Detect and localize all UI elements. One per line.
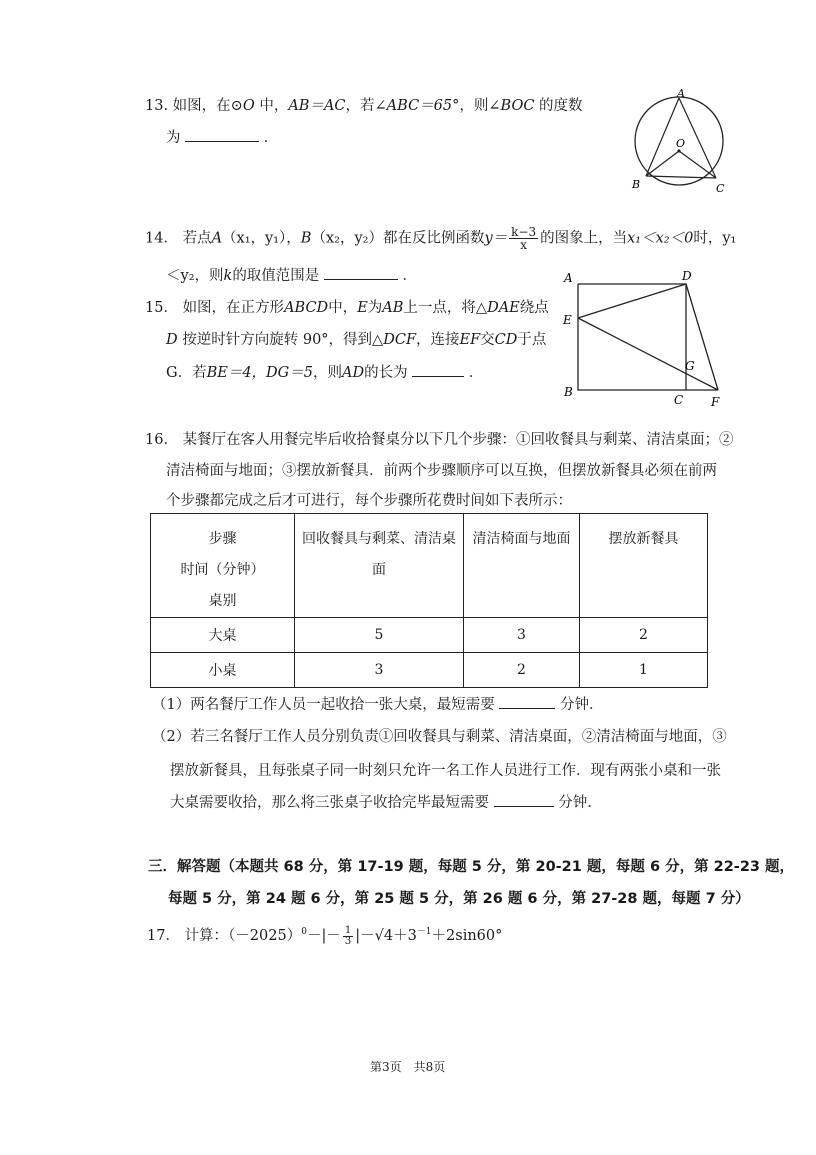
q15-text: 的长为 xyxy=(364,365,408,381)
q16-part1 xyxy=(152,693,603,714)
table-cell: 3 xyxy=(464,618,580,653)
q16-part2-line2: 摆放新餐具，且每张桌子同一时刻只允许一名工作人员进行工作．现有两张小桌和一张 xyxy=(170,763,721,779)
q15-text: 为 xyxy=(367,300,383,316)
q14-condition: x₁＜x₂＜0 xyxy=(627,230,694,247)
label-A: A xyxy=(677,88,685,100)
segment-ED xyxy=(578,284,686,318)
q15-text: 中， xyxy=(328,300,358,316)
header-text: 清洁椅面与地面 xyxy=(472,531,571,547)
var-k: k xyxy=(223,268,233,284)
table-cell: 3 xyxy=(295,653,464,688)
segment-DF xyxy=(686,284,718,390)
q16-number: 16． xyxy=(145,432,178,448)
q13-figure xyxy=(624,88,734,200)
var-AB: AB xyxy=(382,300,404,316)
var-DAE: DAE xyxy=(487,300,520,316)
q13-text: ，若 xyxy=(345,98,375,114)
q13-condition: AB＝AC xyxy=(288,98,346,114)
table-cell: 5 xyxy=(295,618,464,653)
q15-figure xyxy=(560,266,730,412)
q16-part2-line1: （2）若三名餐厅工作人员分别负责①回收餐具与剩菜、清洁桌面，②清洁椅面与地面，③ xyxy=(152,729,727,745)
q16-text: 大桌需要收拾，那么将三张桌子收拾完毕最短需要 xyxy=(170,795,489,811)
q15-number: 15． xyxy=(145,300,178,316)
q13-text: ，则 xyxy=(459,98,489,114)
label-C: C xyxy=(716,182,725,195)
label-O: O xyxy=(676,137,686,150)
q16-text: （1）两名餐厅工作人员一起收拾一张大桌，最短需要 xyxy=(152,697,495,713)
q17-exponent: －1 xyxy=(416,927,432,938)
answer-blank xyxy=(185,127,259,142)
label-B: B xyxy=(632,178,641,191)
table-corner-cell xyxy=(151,514,295,618)
label-E: E xyxy=(563,313,572,327)
q15-given: BE＝4，DG＝5 xyxy=(206,365,313,381)
q14-b-coords: （x₂，y₂） xyxy=(311,230,383,247)
table-cell: 1 xyxy=(580,653,708,688)
label-B: B xyxy=(564,385,573,399)
q17-expr: |－√4＋3 xyxy=(355,928,417,944)
q17-fraction xyxy=(343,926,353,947)
q16-line1 xyxy=(145,428,734,449)
q14-fraction xyxy=(509,226,538,251)
q14-text: ＜y₂，则 xyxy=(166,268,224,284)
q14-a-coords: （x₁，y₁）， xyxy=(222,230,301,247)
table-cell: 2 xyxy=(580,618,708,653)
var-A: A xyxy=(211,230,223,247)
header-text: 回收餐具与剩菜、清洁桌 xyxy=(302,531,456,547)
q17-expr: （－2025） xyxy=(228,928,302,944)
segment-AB xyxy=(646,98,679,176)
circle-symbol: ⊙ xyxy=(230,98,243,114)
answer-blank xyxy=(324,265,398,280)
q13-text: 的度数 xyxy=(539,98,583,114)
q13-text: 如图，在 xyxy=(172,98,231,114)
segment-OC xyxy=(679,151,716,178)
var-CD: CD xyxy=(494,332,518,348)
table-cell: 2 xyxy=(464,653,580,688)
q15-text: ，连接 xyxy=(416,332,460,348)
var-DCF: DCF xyxy=(383,332,416,348)
q15-line1 xyxy=(145,296,549,317)
q13-text: 中， xyxy=(259,98,289,114)
corner-label-table: 桌别 xyxy=(208,593,237,609)
q15-text: 于点 xyxy=(517,332,547,348)
var-D: D xyxy=(166,332,178,348)
table-header-step3 xyxy=(580,514,708,618)
table-header-row xyxy=(151,514,708,618)
fraction-numerator: k−3 xyxy=(511,225,537,239)
var-E: E xyxy=(357,300,368,316)
q16-text: 分钟． xyxy=(559,697,604,713)
fraction-denominator: 3 xyxy=(344,935,352,947)
corner-label-time: 时间（分钟） xyxy=(180,562,265,578)
q13-angle-boc: ∠BOC xyxy=(488,98,535,114)
square-ABCD xyxy=(578,284,686,390)
var-O: O xyxy=(242,98,255,114)
q13-line2 xyxy=(166,126,278,147)
q15-text: G．若 xyxy=(166,365,207,381)
label-C: C xyxy=(674,393,684,407)
label-F: F xyxy=(711,395,720,409)
q14-line2 xyxy=(166,264,417,285)
q14-number: 14． xyxy=(145,230,178,247)
q13-text: 为 xyxy=(166,130,181,146)
section3-heading-line2: 每题 5 分，第 24 题 6 分，第 25 题 5 分，第 26 题 6 分，第 27-28 题，每题 7 分） xyxy=(168,891,750,907)
label-A: A xyxy=(564,271,573,285)
q17-number: 17． xyxy=(147,928,180,944)
var-B: B xyxy=(300,230,312,247)
corner-label-step: 步骤 xyxy=(208,531,237,547)
q15-text: 绕点 xyxy=(519,300,549,316)
q13-number: 13. xyxy=(145,98,169,114)
q15-text: ，则 xyxy=(313,365,342,381)
q14-line1 xyxy=(145,226,736,251)
q15-text: 交 xyxy=(480,332,495,348)
table-row xyxy=(151,653,708,688)
fraction-numerator: 1 xyxy=(344,924,352,936)
q17-line xyxy=(147,924,502,947)
label-G: G xyxy=(685,359,695,373)
q16-part2-line3 xyxy=(170,791,602,812)
q17-exponent: 0 xyxy=(301,927,307,938)
row-label: 小桌 xyxy=(151,653,295,688)
q15-text: 上一点，将△ xyxy=(403,300,488,316)
header-text: 面 xyxy=(372,562,386,578)
q16-line2: 清洁椅面与地面；③摆放新餐具．前两个步骤顺序可以互换，但摆放新餐具必须在前两 xyxy=(166,463,717,479)
page-footer: 第3页 共8页 xyxy=(370,1060,446,1074)
row-label: 大桌 xyxy=(151,618,295,653)
var-ABCD: ABCD xyxy=(284,300,329,316)
q15-text: ． xyxy=(468,365,484,381)
var-EF: EF xyxy=(459,332,481,348)
q16-line3: 个步骤都完成之后才可进行，每个步骤所花费时间如下表所示： xyxy=(166,493,572,509)
q13-angle-abc: ∠ABC＝65° xyxy=(374,98,460,114)
answer-blank xyxy=(494,792,554,807)
q16-text: 分钟． xyxy=(558,795,602,811)
label-D: D xyxy=(682,269,692,283)
q13-line1 xyxy=(145,94,583,115)
q17-expr: ＋2sin60° xyxy=(431,928,503,944)
q13-text: ． xyxy=(263,130,279,146)
q16-table xyxy=(150,513,708,688)
q14-text: 的图象上，当 xyxy=(540,230,628,247)
q14-text: ． xyxy=(402,268,418,284)
q14-y-eq: y＝ xyxy=(484,230,508,247)
answer-blank xyxy=(499,694,555,709)
q15-line3 xyxy=(166,361,483,382)
table-header-step1 xyxy=(295,514,464,618)
var-AD: AD xyxy=(342,365,365,381)
table-header-step2 xyxy=(464,514,580,618)
q15-line2 xyxy=(166,328,546,349)
q14-text: 都在反比例函数 xyxy=(382,230,485,247)
q16-text: 某餐厅在客人用餐完毕后收拾餐桌分以下几个步骤：①回收餐具与剩菜、清洁桌面；② xyxy=(182,432,734,448)
fraction-denominator: x xyxy=(520,238,528,252)
q17-label: 计算： xyxy=(184,928,229,944)
header-text: 摆放新餐具 xyxy=(608,531,679,547)
q14-text: 时，y₁ xyxy=(693,230,737,247)
q17-expr: －|－ xyxy=(306,928,341,944)
q15-text: 按逆时针方向旋转 90°，得到△ xyxy=(182,332,384,348)
q14-text: 若点 xyxy=(182,230,212,247)
segment-EF xyxy=(578,318,718,390)
table-row xyxy=(151,618,708,653)
q14-text: 的取值范围是 xyxy=(232,268,320,284)
q15-text: 如图，在正方形 xyxy=(182,300,285,316)
answer-blank xyxy=(412,362,464,377)
section3-heading-line1: 三．解答题（本题共 68 分，第 17-19 题，每题 5 分，第 20-21 题，每题 6 分，第 22-23 题， xyxy=(148,859,795,875)
